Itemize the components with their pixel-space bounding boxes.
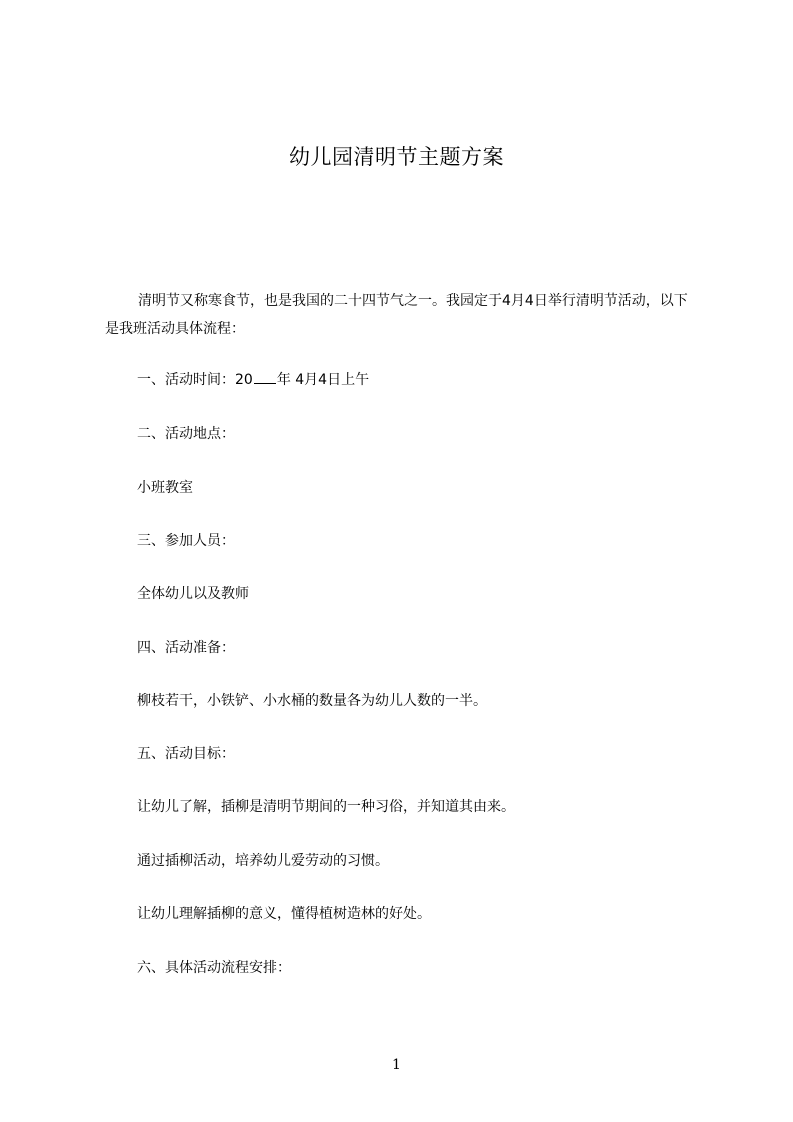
- year-blank: [254, 369, 276, 384]
- activity-time-suffix: 年 4月4日上午: [276, 372, 370, 388]
- section-heading-participants: 三、参加人员：: [137, 533, 235, 549]
- intro-paragraph: 清明节又称寒食节，也是我国的二十四节气之一。我园定于4月4日举行清明节活动，以下是我班活动具体流程：: [105, 293, 688, 337]
- section-heading-location: 二、活动地点：: [137, 426, 235, 442]
- location-text: 小班教室: [137, 480, 193, 496]
- participants-text: 全体幼儿以及教师: [137, 586, 249, 602]
- goal-item-2: 通过插柳活动，培养幼儿爱劳动的习惯。: [137, 853, 389, 869]
- activity-time-line: [137, 368, 369, 392]
- goal-item-3: 让幼儿理解插柳的意义，懂得植树造林的好处。: [137, 906, 431, 922]
- activity-time-prefix: 一、活动时间：20: [137, 372, 253, 388]
- section-heading-process: 六、具体活动流程安排：: [137, 960, 291, 976]
- preparation-text: 柳枝若干，小铁铲、小水桶的数量各为幼儿人数的一半。: [137, 693, 487, 709]
- section-heading-preparation: 四、活动准备：: [137, 640, 235, 656]
- page-number: 1: [392, 1057, 401, 1073]
- goal-item-1: 让幼儿了解，插柳是清明节期间的一种习俗，并知道其由来。: [137, 799, 515, 815]
- document-title: 幼儿园清明节主题方案: [289, 145, 504, 169]
- section-heading-goals: 五、活动目标：: [137, 746, 235, 762]
